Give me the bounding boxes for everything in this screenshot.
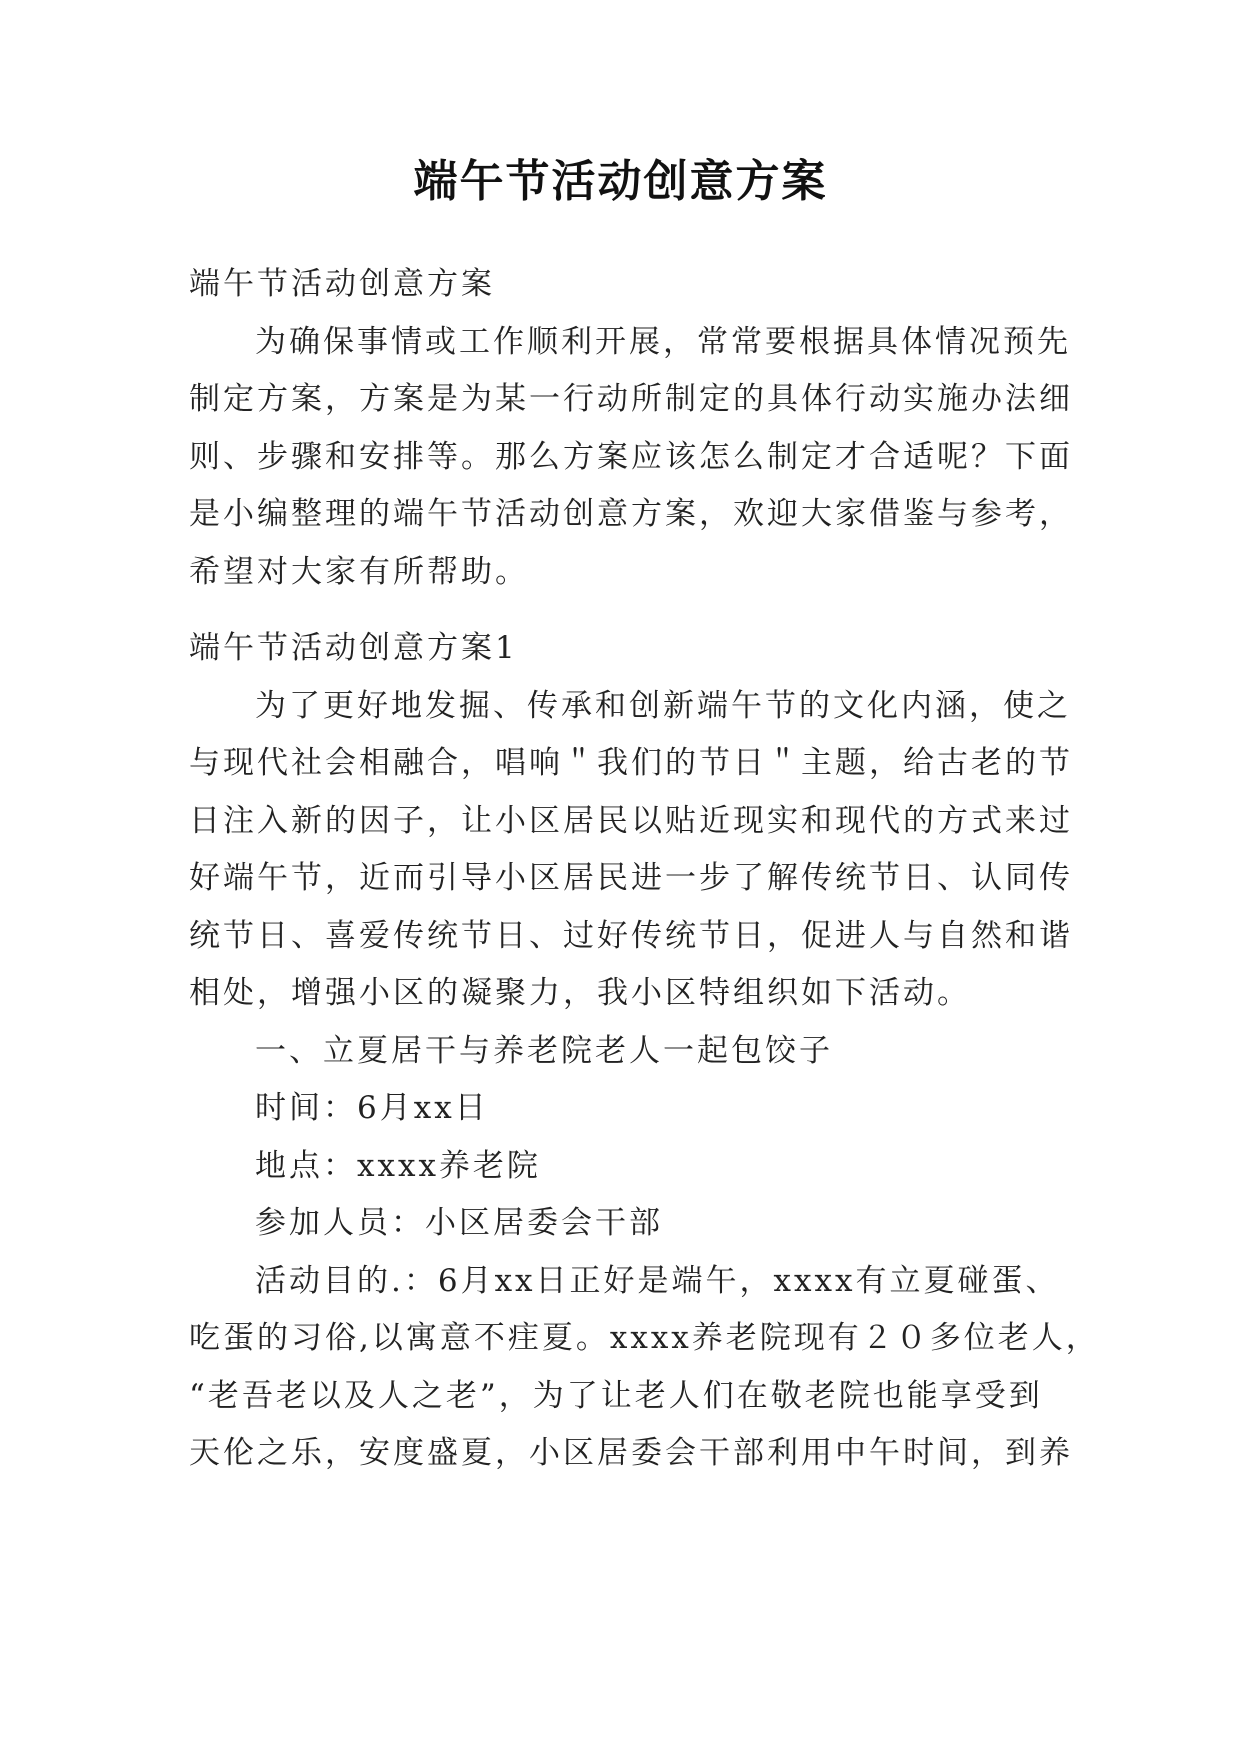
intro-line-3: 则、步骤和安排等。那么方案应该怎么制定才合适呢？下面 <box>189 438 1073 475</box>
purpose-line-3: “老吾老以及人之老”，为了让老人们在敬老院也能享受到 <box>189 1377 1043 1414</box>
document-title: 端午节活动创意方案 <box>413 156 828 207</box>
activity1-time: 时间：6月xx日 <box>255 1090 489 1126</box>
purpose-line-1: 活动目的.：6月xx日正好是端午，xxxx有立夏碰蛋、 <box>255 1262 1060 1299</box>
plan1-section <box>189 620 1100 1483</box>
activity1-place: 地点：xxxx养老院 <box>255 1147 541 1184</box>
activity1-title: 一、立夏居干与养老院老人一起包饺子 <box>255 1032 833 1069</box>
plan1-line-4: 好端午节，近而引导小区居民进一步了解传统节日、认同传 <box>189 860 1073 896</box>
plan1-line-6: 相处，增强小区的凝聚力，我小区特组织如下活动。 <box>189 975 971 1011</box>
intro-line-2: 制定方案，方案是为某一行动所制定的具体行动实施办法细 <box>189 381 1073 417</box>
plan1-line-1: 为了更好地发掘、传承和创新端午节的文化内涵，使之 <box>255 687 1071 724</box>
intro-section <box>189 256 1073 601</box>
plan1-line-2: 与现代社会相融合，唱响＂我们的节日＂主题，给古老的节 <box>189 745 1073 781</box>
purpose-line-2: 吃蛋的习俗,以寓意不疰夏。xxxx养老院现有２０多位老人， <box>189 1320 1100 1356</box>
intro-line-5: 希望对大家有所帮助。 <box>189 553 529 590</box>
plan1-line-3: 日注入新的因子，让小区居民以贴近现实和现代的方式来过 <box>189 802 1073 839</box>
purpose-line-4: 天伦之乐，安度盛夏，小区居委会干部利用中午时间，到养 <box>189 1435 1073 1471</box>
intro-line-4: 是小编整理的端午节活动创意方案，欢迎大家借鉴与参考， <box>189 496 1073 532</box>
activity1-participants: 参加人员：小区居委会干部 <box>255 1205 663 1241</box>
plan1-heading: 端午节活动创意方案1 <box>189 630 518 666</box>
section-heading: 端午节活动创意方案 <box>189 266 495 302</box>
intro-line-1: 为确保事情或工作顺利开展，常常要根据具体情况预先 <box>255 323 1071 360</box>
plan1-line-5: 统节日、喜爱传统节日、过好传统节日，促进人与自然和谐 <box>189 917 1073 954</box>
